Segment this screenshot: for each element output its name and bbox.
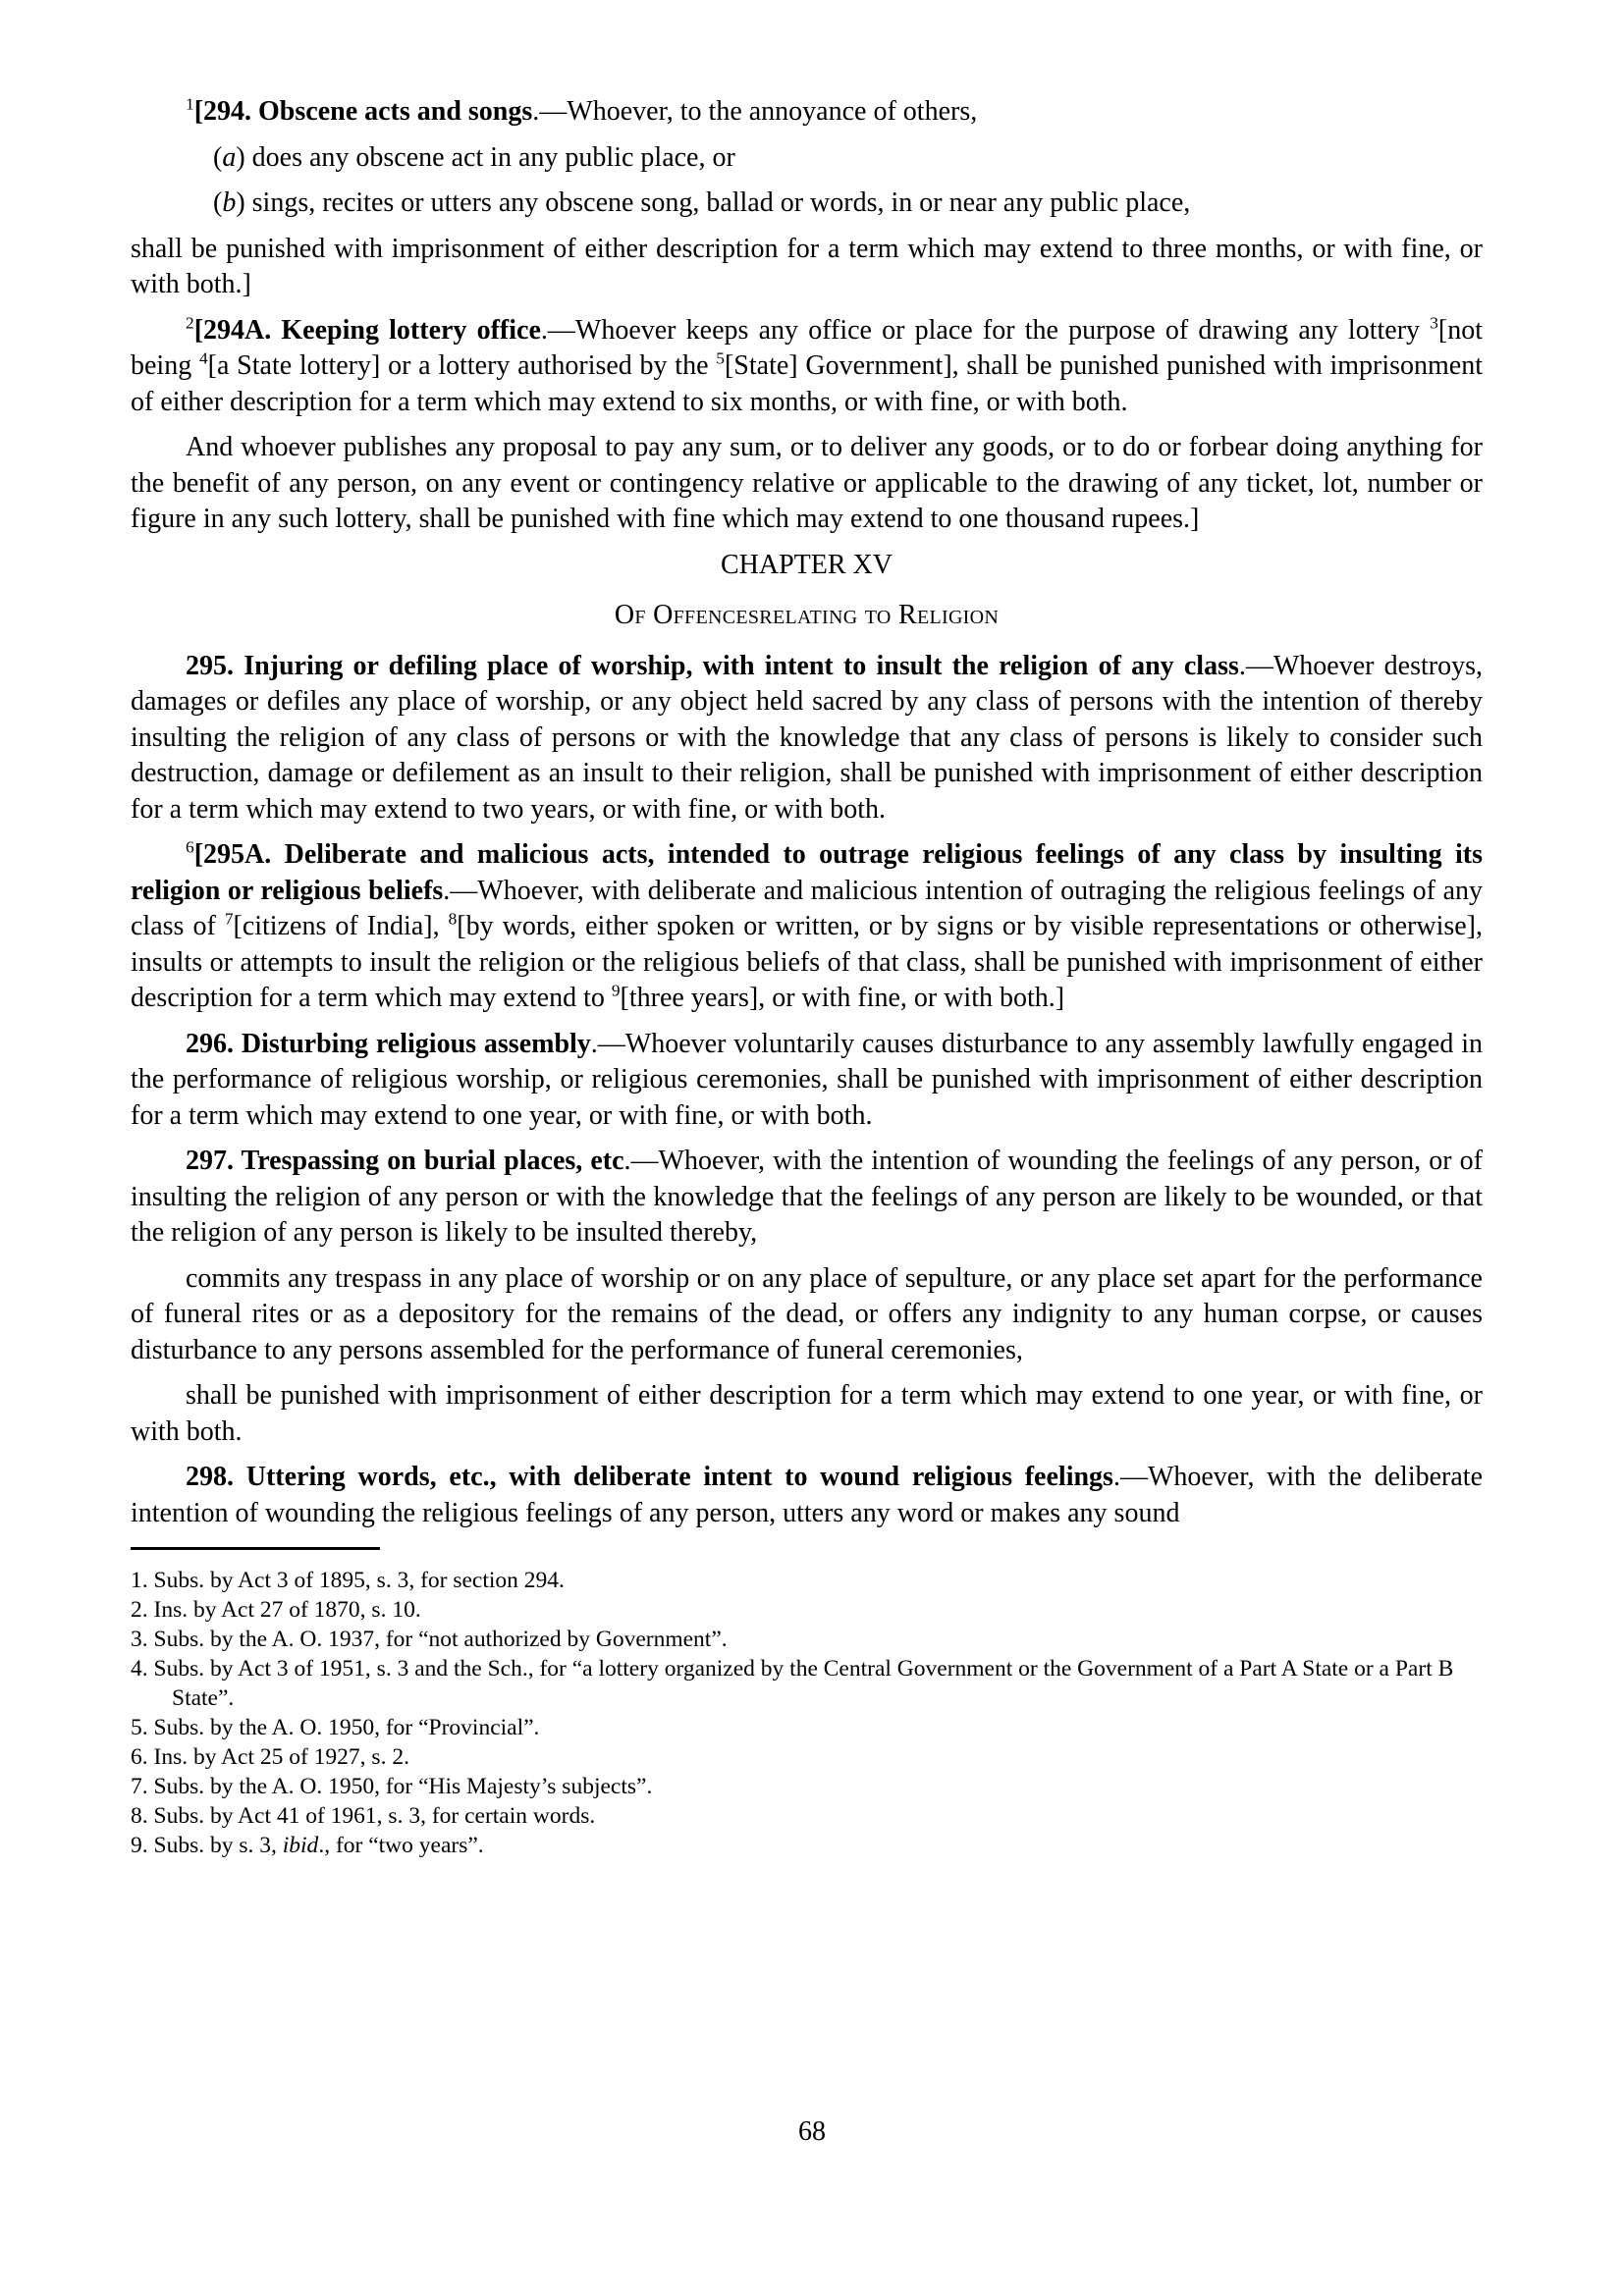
section-297-second-paragraph: commits any trespass in any place of worship or on any place of sepulture, or any place set apart for the performance of funeral rites or as a depository for the remains of the dead, or offers any indignity to any human corpse, or causes disturbance to any persons assembled for the performance of funeral ceremonies, (131, 1262, 1483, 1365)
footnote-9: 9. Subs. by s. 3, ibid., for “two years”. (131, 1833, 484, 1858)
chapter-subheading: Of Offencesrelating to Religion (614, 600, 1000, 630)
page-number: 68 (798, 2116, 826, 2147)
section-294A-paragraph: $^2$[294A. Keeping lottery office.—Whoever keeps any office or place for the purpose of drawing any lottery $^3$[not being $^4$[a State lottery] or a lottery authorised by the $^5$[State] Government], shall be punished punished with imprisonment of either description for a term which may extend to six months, or with fine, or with both. (131, 313, 1483, 417)
footnote-3: 3. Subs. by the A. O. 1937, for “not authorized by Government”. (131, 1627, 728, 1652)
section-297-paragraph: 297. Trespassing on burial places, etc.—Whoever, with the intention of wounding the feelings of any person, or of insulting the religion of any person or with the knowledge that the feelings of any person are likely to be wounded, or that the religion of any person is likely to be insulted thereby, (131, 1146, 1483, 1248)
section-294-clause-a: (a) does any obscene act in any public place, or (213, 141, 735, 173)
section-294A-second-paragraph: And whoever publishes any proposal to pay any sum, or to deliver any goods, or to do or forbear doing anything for the benefit of any person, on any event or contingency relative or applicable to the drawing of any ticket, lot, number or figure in any such lottery, shall be punished with fine which may extend to one thousand rupees.] (131, 432, 1483, 534)
section-295-paragraph: 295. Injuring or defiling place of worship, with intent to insult the religion of any class.—Whoever destroys, damages or defiles any place of worship, or any object held sacred by any class of persons with the intention of thereby insulting the religion of any class of persons or with the knowledge that any class of persons is likely to consider such destruction, damage or defilement as an insult to their religion, shall be punished with imprisonment of either description for a term which may extend to two years, or with fine, or with both. (131, 650, 1483, 825)
section-294-clause-b: (b) sings, recites or utters any obscene song, ballad or words, in or near any public place, (213, 187, 1191, 218)
footnote-1: 1. Subs. by Act 3 of 1895, s. 3, for section 294. (131, 1568, 565, 1593)
section-298-paragraph: 298. Uttering words, etc., with deliberate intent to wound religious feelings.—Whoever, with the deliberate intention of wounding the religious feelings of any person, utters any word or makes any sound (131, 1462, 1483, 1528)
section-295A-paragraph: $^6$[295A. Deliberate and malicious acts, intended to outrage religious feelings of any class by insulting its religion or religious beliefs.—Whoever, with deliberate and malicious intention of outraging the religious feelings of any class of $^7$[citizens of India], $^8$[by words, either spoken or written, or by signs or by visible representations or otherwise], insults or attempts to insult the religion or the religious beliefs of that class, shall be punished with imprisonment of either description for a term which may extend to $^9$[three years], or with fine, or with both.] (131, 837, 1483, 1013)
footnote-2: 2. Ins. by Act 27 of 1870, s. 10. (131, 1597, 421, 1623)
chapter-heading: CHAPTER XV (720, 549, 893, 580)
section-297-punishment-paragraph: shall be punished with imprisonment of either description for a term which may extend to one year, or with fine, or with both. (131, 1380, 1483, 1447)
footnotes-section (131, 1547, 1483, 1860)
footnote-6: 6. Ins. by Act 25 of 1927, s. 2. (131, 1744, 409, 1770)
footnote-8: 8. Subs. by Act 41 of 1961, s. 3, for certain words. (131, 1803, 596, 1829)
section-294-heading-paragraph: $^1$[294. Obscene acts and songs.—Whoever, to the annoyance of others, (186, 94, 978, 127)
section-296-paragraph: 296. Disturbing religious assembly.—Whoever voluntarily causes disturbance to any assembly lawfully engaged in the performance of religious worship, or religious ceremonies, shall be punished with imprisonment of either description for a term which may extend to one year, or with fine, or with both. (131, 1028, 1483, 1131)
footnote-4: 4. Subs. by Act 3 of 1951, s. 3 and the Sch., for “a lottery organized by the Central Government or the Government of a Part A State or a Part B State”. (131, 1656, 1454, 1711)
footnote-separator-rule (131, 1547, 380, 1550)
footnote-5: 5. Subs. by the A. O. 1950, for “Provincial”. (131, 1715, 540, 1740)
section-294-punishment-paragraph: shall be punished with imprisonment of either description for a term which may extend to three months, or with fine, or with both.] (131, 233, 1483, 299)
footnote-7: 7. Subs. by the A. O. 1950, for “His Majesty’s subjects”. (131, 1774, 653, 1799)
